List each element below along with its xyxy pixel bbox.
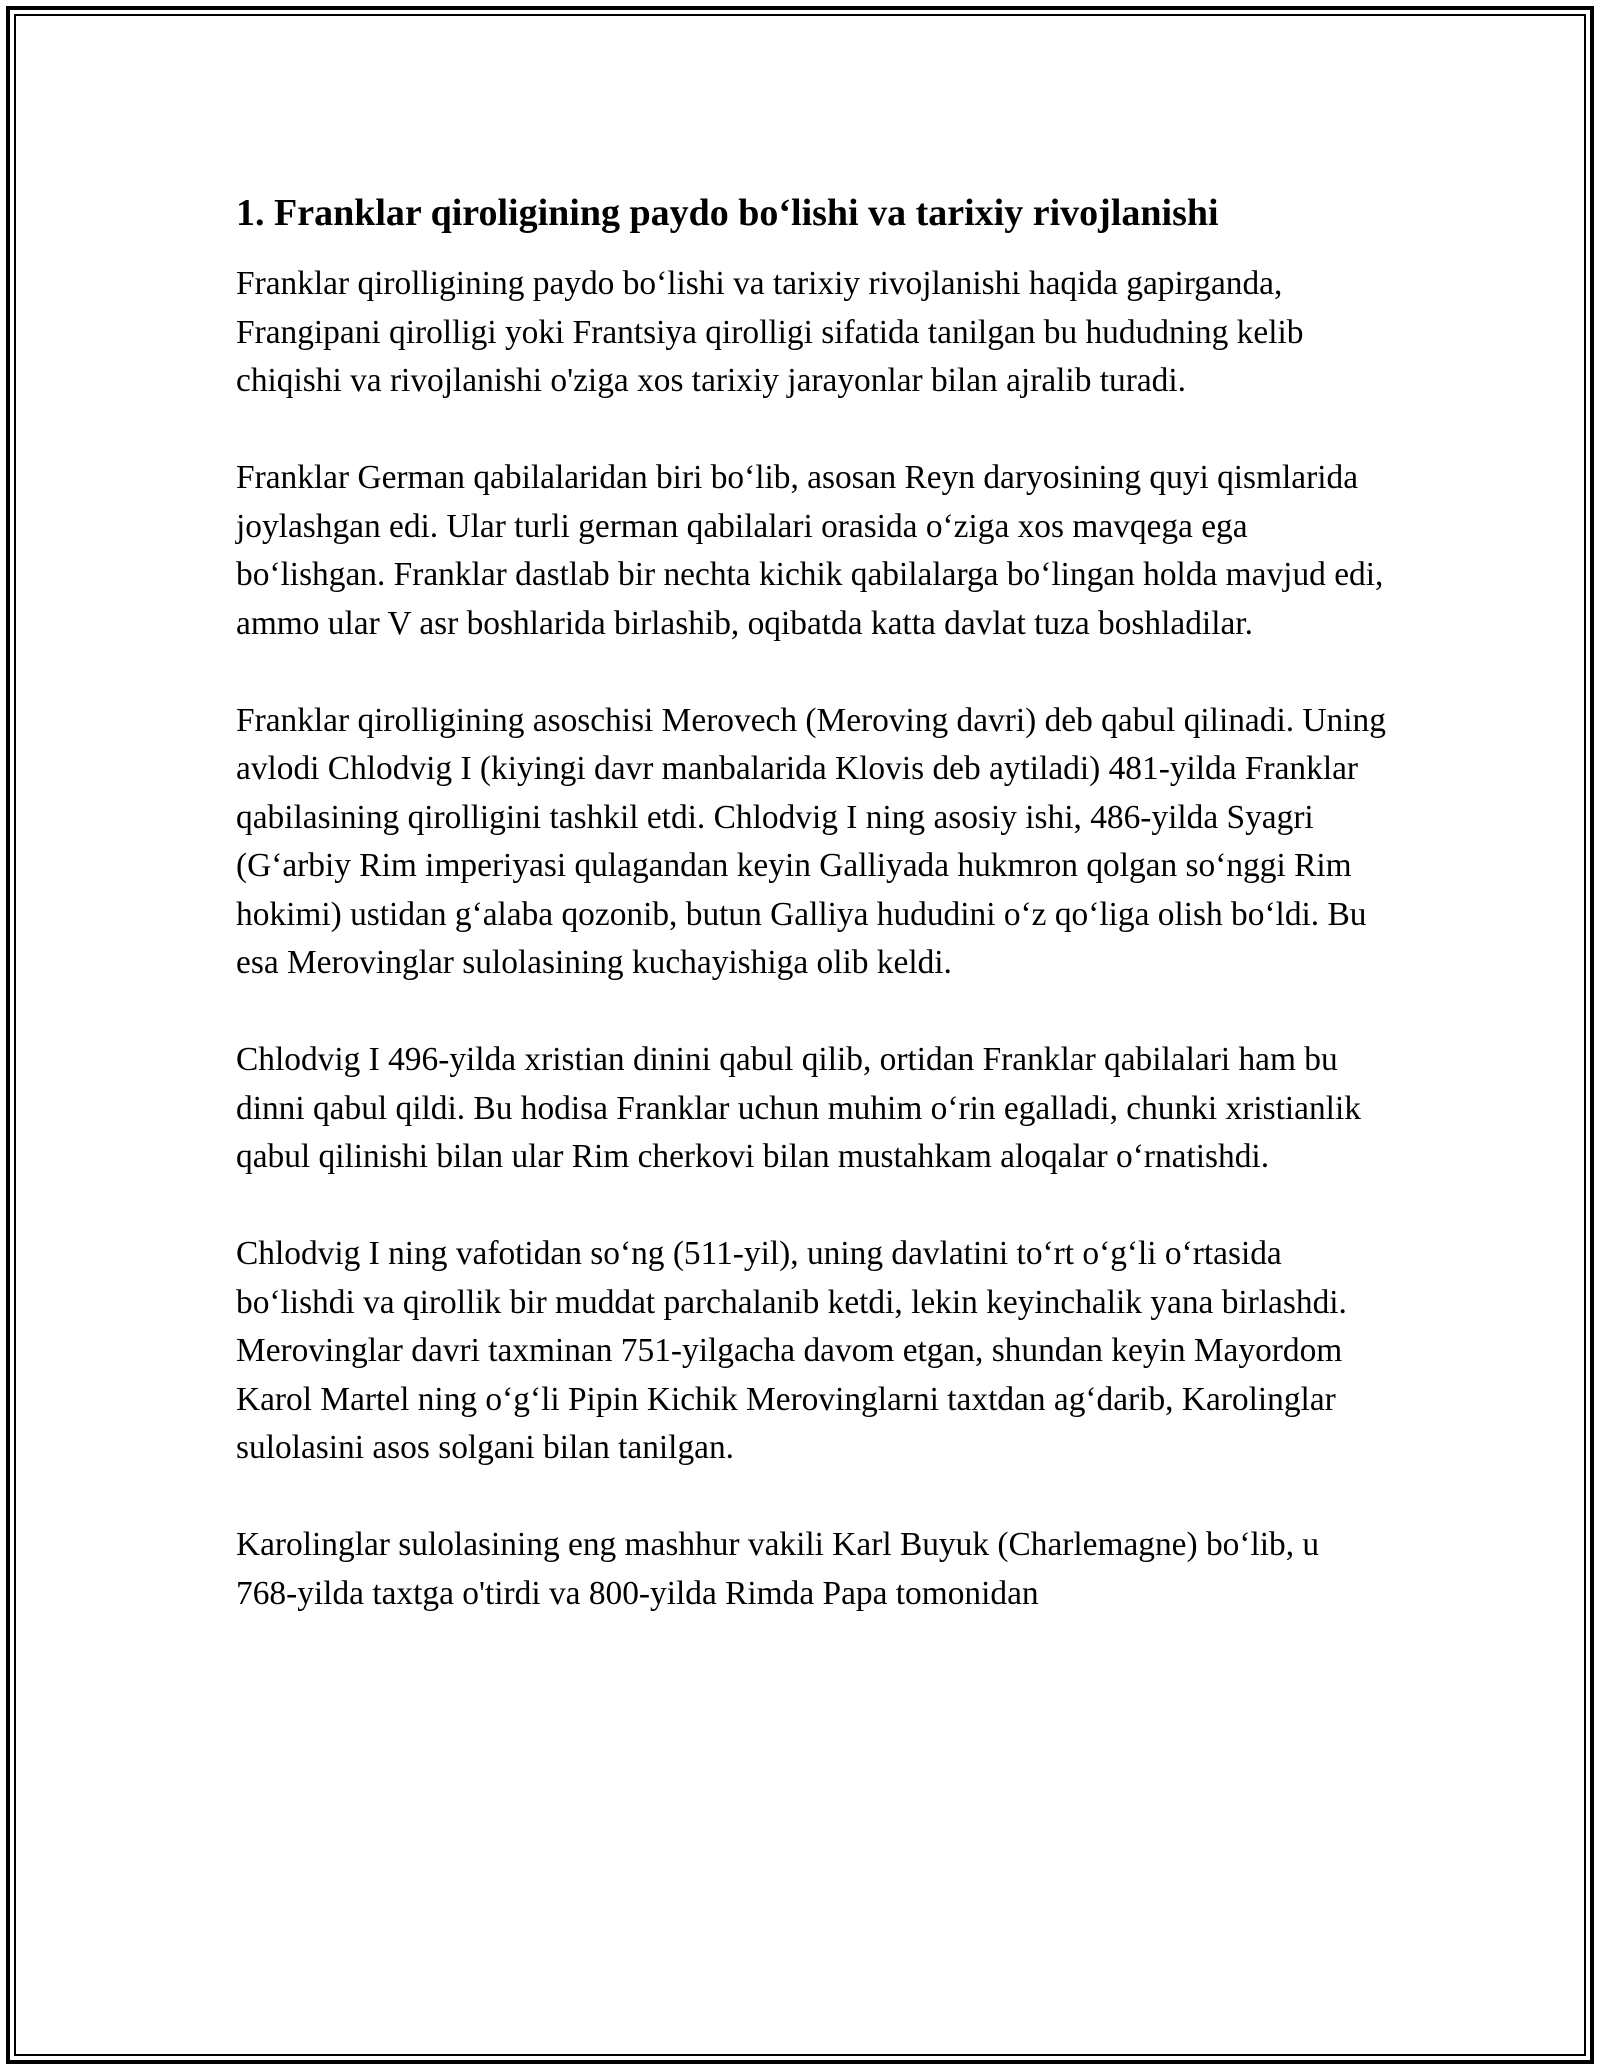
paragraph-2: Franklar German qabilalaridan biri bo‘lib, asosan Reyn daryosining quyi qismlarida joylashgan edi. Ular turli german qabilalari orasida o‘ziga xos mavqega ega bo‘lishgan. Franklar dastlab bir nechta kichik qabilalarga bo‘lingan holda mavjud edi, ammo ular V asr boshlarida birlashib, oqibatda katta davlat tuza boshladilar.: [236, 459, 1384, 642]
document-body: [236, 186, 1386, 1618]
section-heading: 1. Franklar qiroligining paydo bo‘lishi va tarixiy rivojlanishi: [236, 192, 1219, 234]
paragraph-6: Karolinglar sulolasining eng mashhur vakili Karl Buyuk (Charlemagne) bo‘lib, u 768-yilda taxtga o'tirdi va 800-yilda Rimda Papa tomonidan: [236, 1526, 1320, 1612]
paragraph-1: Franklar qirolligining paydo bo‘lishi va tarixiy rivojlanishi haqida gapirganda, Frangipani qirolligi yoki Frantsiya qirolligi sifatida tanilgan bu hududning kelib chiqishi va rivojlanishi o'ziga xos tarixiy jarayonlar bilan ajralib turadi.: [236, 265, 1304, 399]
paragraph-4: Chlodvig I 496-yilda xristian dinini qabul qilib, ortidan Franklar qabilalari ham bu dinni qabul qildi. Bu hodisa Franklar uchun muhim o‘rin egalladi, chunki xristianlik qabul qilinishi bilan ular Rim cherkovi bilan mustahkam aloqalar o‘rnatishdi.: [236, 1041, 1361, 1175]
paragraph-3: Franklar qirolligining asoschisi Merovech (Meroving davri) deb qabul qilinadi. Uning avlodi Chlodvig I (kiyingi davr manbalarida Klovis deb aytiladi) 481-yilda Franklar qabilasining qirolligini tashkil etdi. Chlodvig I ning asosiy ishi, 486-yilda Syagri (G‘arbiy Rim imperiyasi qulagandan keyin Galliyada hukmron qolgan so‘nggi Rim hokimi) ustidan g‘alaba qozonib, butun Galliya hududini o‘z qo‘liga olish bo‘ldi. Bu esa Merovinglar sulolasining kuchayishiga olib keldi.: [236, 701, 1386, 981]
paragraph-5: Chlodvig I ning vafotidan so‘ng (511-yil), uning davlatini to‘rt o‘g‘li o‘rtasida bo‘lishdi va qirollik bir muddat parchalanib ketdi, lekin keyinchalik yana birlashdi. Merovinglar davri taxminan 751-yilgacha davom etgan, shundan keyin Mayordom Karol Martel ning o‘g‘li Pipin Kichik Merovinglarni taxtdan ag‘darib, Karolinglar sulolasini asos solgani bilan tanilgan.: [236, 1235, 1347, 1466]
